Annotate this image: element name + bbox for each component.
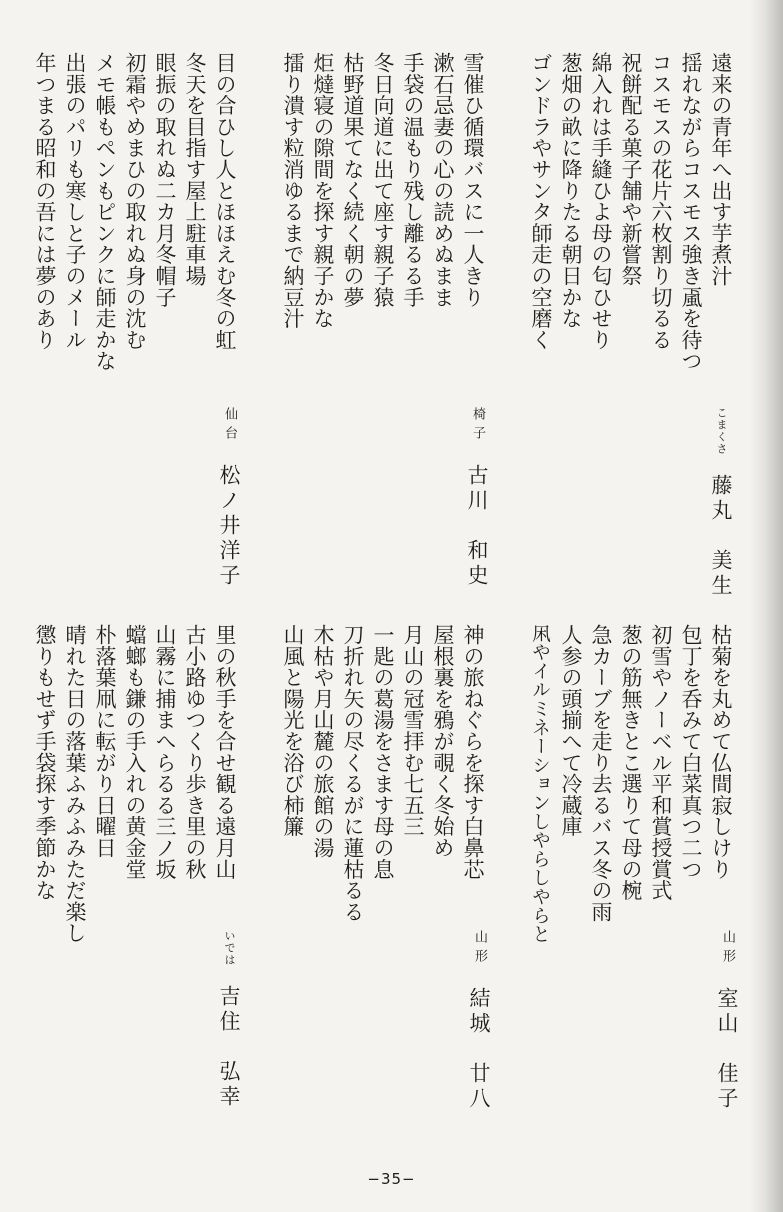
haiku-line: 神の旅ねぐらを探す白鼻芯 bbox=[461, 624, 485, 880]
haiku-line: 冬日向道に出て座す親子猿 bbox=[371, 52, 395, 308]
haiku-line: 雪催ひ循環バスに一人きり bbox=[461, 52, 485, 308]
author-name: 室山 佳子 bbox=[715, 987, 739, 1113]
haiku-line: 凩やイルミネーションしやらしやらと bbox=[529, 624, 551, 944]
haiku-line: 包丁を呑みて白菜真つ二つ bbox=[679, 624, 703, 880]
haiku-line: 晴れた日の落葉ふみふみただ楽し bbox=[63, 624, 87, 944]
haiku-line: 漱石忌妻の心の読めぬまま bbox=[431, 52, 455, 308]
haiku-line: ゴンドラやサンタ師走の空磨く bbox=[529, 52, 553, 351]
haiku-line: 揺れながらコスモス強き颪を待つ bbox=[679, 52, 703, 372]
haiku-line: 擂り潰す粒消ゆるまで納豆汁 bbox=[281, 52, 305, 329]
author-location: 椅子 bbox=[470, 407, 485, 445]
haiku-line: 初雪やノーベル平和賞授賞式 bbox=[649, 624, 673, 901]
bottom-haiku-block bbox=[0, 624, 783, 1144]
haiku-line: 山風と陽光を浴び柿簾 bbox=[281, 624, 305, 837]
author-credit bbox=[712, 930, 742, 1112]
author-name: 吉住 弘幸 bbox=[217, 985, 241, 1111]
author-reading: いでは bbox=[223, 930, 236, 966]
haiku-line: メモ帳もペンもピンクに師走かな bbox=[93, 52, 117, 372]
haiku-line: 眼振の取れぬ二カ月冬帽子 bbox=[153, 52, 177, 308]
haiku-line: 朴落葉凧に転がり日曜日 bbox=[93, 624, 117, 859]
author-location: 山形 bbox=[720, 930, 735, 968]
haiku-line: 古小路ゆつくり歩き里の秋 bbox=[183, 624, 207, 880]
author-location: 仙台 bbox=[222, 407, 237, 445]
haiku-line: コスモスの花片六枚割り切るる bbox=[649, 52, 673, 351]
author-credit bbox=[706, 407, 736, 599]
author-name: 古川 和史 bbox=[465, 464, 489, 590]
haiku-line: 木枯や月山麓の旅館の湯 bbox=[311, 624, 335, 859]
haiku-line: 里の秋手を合せ観る遠月山 bbox=[213, 624, 237, 880]
haiku-line: 懲りもせず手袋探す季節かな bbox=[33, 624, 57, 901]
haiku-line: 遠来の青年へ出す芋煮汁 bbox=[709, 52, 733, 287]
author-credit bbox=[462, 407, 492, 589]
haiku-line: 急カーブを走り去るバス冬の雨 bbox=[589, 624, 613, 923]
author-credit bbox=[214, 930, 244, 1110]
author-credit bbox=[214, 407, 244, 589]
page-number: −35− bbox=[367, 1170, 416, 1188]
author-name: 藤丸 美生 bbox=[709, 474, 733, 600]
haiku-line: 葱の筋無きとこ選りて母の椀 bbox=[619, 624, 643, 901]
top-haiku-block bbox=[0, 52, 783, 600]
author-credit bbox=[464, 930, 494, 1112]
haiku-line: 人参の頭揃へて冷蔵庫 bbox=[559, 624, 583, 837]
haiku-line: 祝餅配る菓子舗や新嘗祭 bbox=[619, 52, 643, 287]
author-reading: こまくさ bbox=[715, 407, 728, 455]
haiku-line: 蟷螂も鎌の手入れの黄金堂 bbox=[123, 624, 147, 880]
haiku-line: 炬燵寝の隙間を探す親子かな bbox=[311, 52, 335, 329]
haiku-line: 枯野道果てなく続く朝の夢 bbox=[341, 52, 365, 308]
author-name: 結城 廿八 bbox=[467, 987, 491, 1113]
haiku-line: 山霧に捕まへらるる三ノ坂 bbox=[153, 624, 177, 880]
haiku-line: 枯菊を丸めて仏間寂しけり bbox=[709, 624, 733, 880]
haiku-line: 目の合ひし人とほほえむ冬の虹 bbox=[213, 52, 237, 351]
haiku-line: 屋根裏を鴉が覗く冬始め bbox=[431, 624, 455, 859]
haiku-line: 葱畑の畝に降りたる朝日かな bbox=[559, 52, 583, 329]
binding-shadow bbox=[749, 0, 783, 1212]
haiku-line: 刀折れ矢の尽くるがに蓮枯るる bbox=[341, 624, 365, 923]
haiku-line: 冬天を目指す屋上駐車場 bbox=[183, 52, 207, 287]
haiku-line: 月山の冠雪拝む七五三 bbox=[401, 624, 425, 837]
haiku-line: 初霜やめまひの取れぬ身の沈む bbox=[123, 52, 147, 351]
haiku-line: 手袋の温もり残し離るる手 bbox=[401, 52, 425, 308]
author-name: 松ノ井洋子 bbox=[217, 464, 241, 590]
haiku-line: 出張のパリも寒しと子のメール bbox=[63, 52, 87, 351]
author-location: 山形 bbox=[472, 930, 487, 968]
haiku-line: 綿入れは手縫ひよ母の匂ひせり bbox=[589, 52, 613, 351]
haiku-line: 一匙の葛湯をさます母の息 bbox=[371, 624, 395, 880]
haiku-line: 年つまる昭和の吾には夢のあり bbox=[33, 52, 57, 351]
